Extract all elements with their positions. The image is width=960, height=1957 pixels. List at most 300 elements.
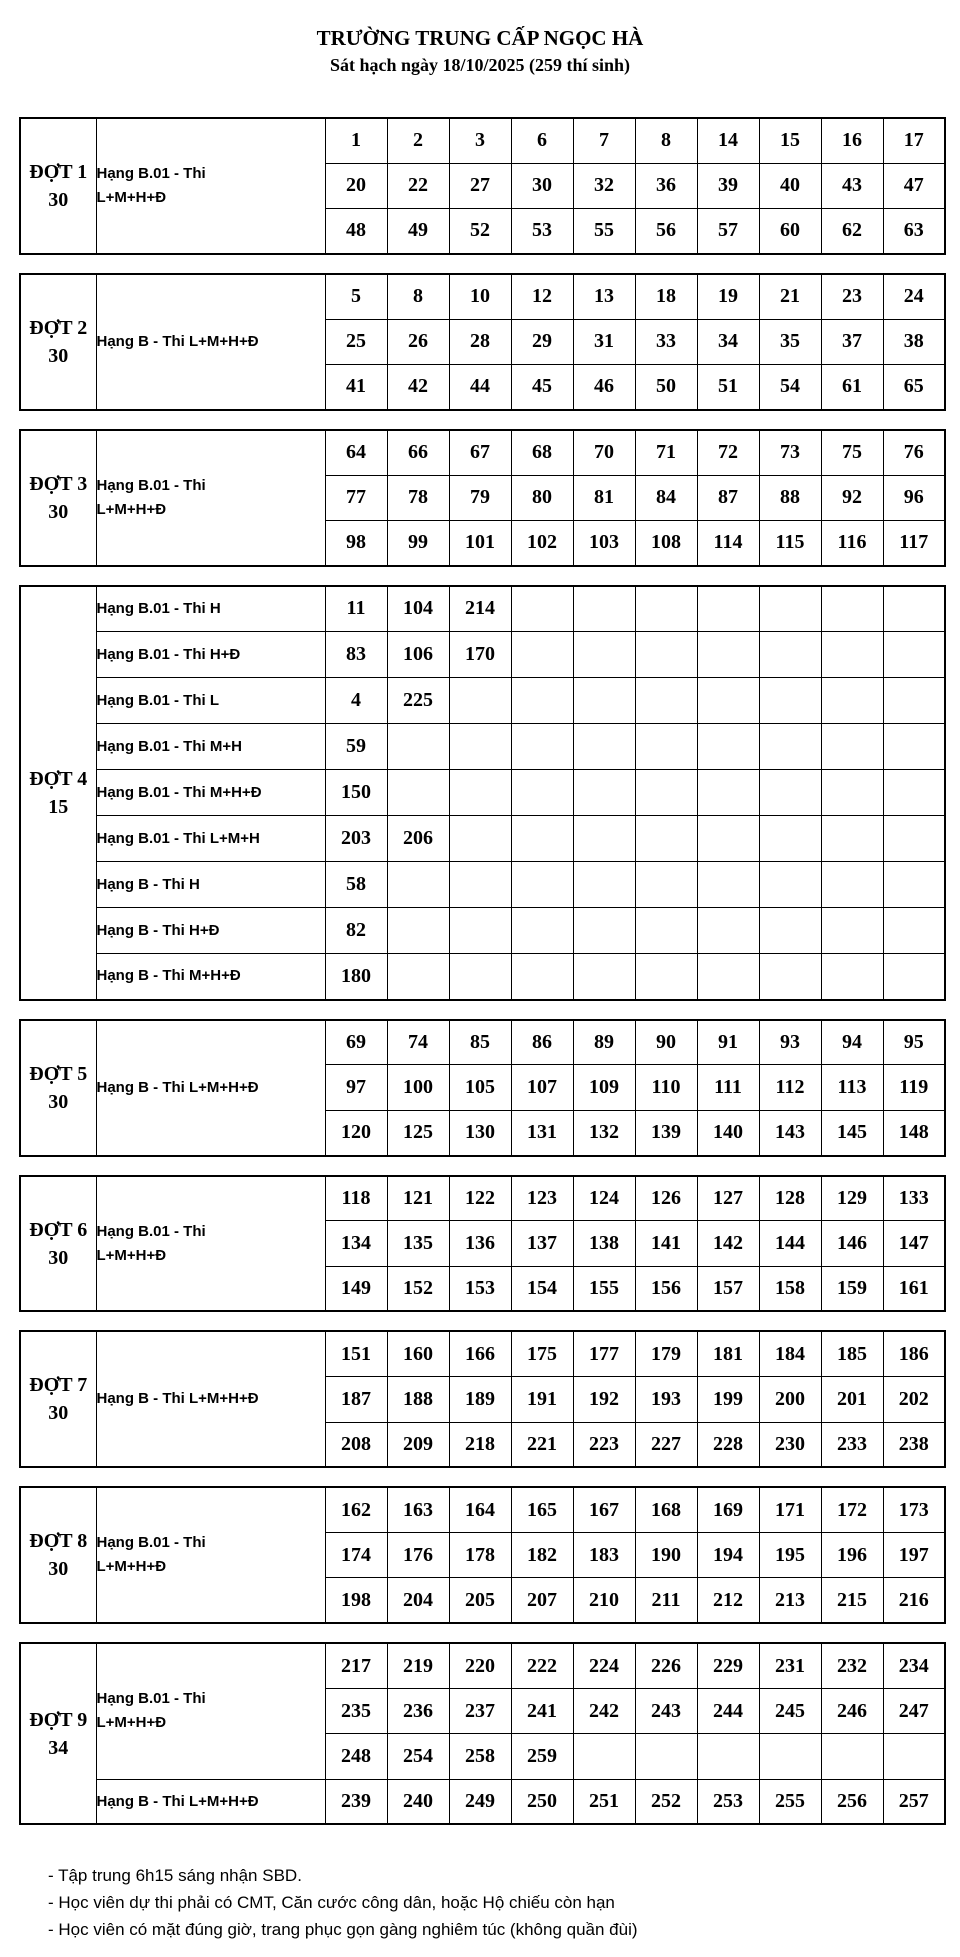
candidate-number: 126 (635, 1176, 697, 1221)
candidate-number (573, 724, 635, 770)
batch-cell (20, 118, 96, 254)
candidate-number (511, 908, 573, 954)
candidate-number: 49 (387, 209, 449, 254)
candidate-number: 12 (511, 274, 573, 319)
candidate-number: 228 (697, 1422, 759, 1467)
candidate-number: 140 (697, 1110, 759, 1155)
batch-table (19, 429, 946, 567)
candidate-number (883, 724, 945, 770)
candidate-number: 250 (511, 1779, 573, 1824)
candidate-number: 86 (511, 1020, 573, 1065)
exam-type-label: Hạng B.01 - Thi L+M+H+Đ (96, 1643, 325, 1779)
candidate-number: 122 (449, 1176, 511, 1221)
exam-type-label: Hạng B - Thi L+M+H+Đ (96, 1331, 325, 1467)
candidate-number: 103 (573, 520, 635, 565)
exam-type-label: Hạng B.01 - Thi H+Đ (96, 632, 325, 678)
candidate-number: 158 (759, 1266, 821, 1311)
candidate-number: 225 (387, 678, 449, 724)
exam-type-label: Hạng B.01 - Thi M+H+Đ (96, 770, 325, 816)
table-row (20, 586, 945, 632)
candidate-number: 85 (449, 1020, 511, 1065)
candidate-number: 170 (449, 632, 511, 678)
exam-type-label: Hạng B - Thi L+M+H+Đ (96, 1779, 325, 1824)
candidate-number: 191 (511, 1377, 573, 1422)
candidate-number: 22 (387, 163, 449, 208)
candidate-number: 199 (697, 1377, 759, 1422)
note-line: - Học viên có mặt đúng giờ, trang phục gọn gàng nghiêm túc (không quần đùi) (48, 1920, 638, 1939)
candidate-number: 133 (883, 1176, 945, 1221)
batch-count: 15 (48, 795, 69, 818)
candidate-number: 164 (449, 1487, 511, 1532)
candidate-number: 97 (325, 1065, 387, 1110)
candidate-number: 227 (635, 1422, 697, 1467)
candidate-number (883, 632, 945, 678)
batch-count: 30 (48, 1246, 69, 1269)
candidate-number (573, 908, 635, 954)
candidate-number (821, 678, 883, 724)
exam-type-label: Hạng B.01 - Thi L (96, 678, 325, 724)
candidate-number: 219 (387, 1643, 449, 1688)
candidate-number (511, 770, 573, 816)
batch-table (19, 1486, 946, 1624)
candidate-number: 55 (573, 209, 635, 254)
batch-count: 30 (48, 344, 69, 367)
candidate-number: 44 (449, 364, 511, 409)
batch-cell (20, 274, 96, 410)
candidate-number: 143 (759, 1110, 821, 1155)
table-row (20, 274, 945, 319)
candidate-number: 144 (759, 1221, 821, 1266)
candidate-number: 73 (759, 430, 821, 475)
candidate-number: 69 (325, 1020, 387, 1065)
candidate-number: 14 (697, 118, 759, 163)
candidate-number: 238 (883, 1422, 945, 1467)
candidate-number: 248 (325, 1734, 387, 1779)
candidate-number: 1 (325, 118, 387, 163)
candidate-number: 128 (759, 1176, 821, 1221)
batch-name: ĐỢT 3 (29, 472, 88, 495)
candidate-number: 18 (635, 274, 697, 319)
candidate-number: 94 (821, 1020, 883, 1065)
candidate-number: 233 (821, 1422, 883, 1467)
candidate-number: 168 (635, 1487, 697, 1532)
candidate-number: 54 (759, 364, 821, 409)
candidate-number (697, 770, 759, 816)
candidate-number: 13 (573, 274, 635, 319)
candidate-number: 15 (759, 118, 821, 163)
candidate-number: 177 (573, 1331, 635, 1376)
candidate-number (635, 862, 697, 908)
candidate-number: 224 (573, 1643, 635, 1688)
candidate-number: 194 (697, 1533, 759, 1578)
candidate-number: 59 (325, 724, 387, 770)
candidate-number (511, 816, 573, 862)
candidate-number: 67 (449, 430, 511, 475)
candidate-number: 215 (821, 1578, 883, 1623)
candidate-number: 10 (449, 274, 511, 319)
candidate-number: 106 (387, 632, 449, 678)
candidate-number: 171 (759, 1487, 821, 1532)
exam-type-label: Hạng B.01 - Thi L+M+H+Đ (96, 1176, 325, 1312)
candidate-number: 29 (511, 319, 573, 364)
candidate-number: 240 (387, 1779, 449, 1824)
candidate-number: 7 (573, 118, 635, 163)
candidate-number: 16 (821, 118, 883, 163)
candidate-number (759, 862, 821, 908)
candidate-number: 109 (573, 1065, 635, 1110)
candidate-number: 79 (449, 475, 511, 520)
candidate-number: 252 (635, 1779, 697, 1824)
candidate-number (759, 1734, 821, 1779)
candidate-number: 113 (821, 1065, 883, 1110)
table-row (20, 118, 945, 163)
candidate-number: 6 (511, 118, 573, 163)
candidate-number: 100 (387, 1065, 449, 1110)
candidate-number: 90 (635, 1020, 697, 1065)
batch-cell (20, 1643, 96, 1824)
table-row (20, 908, 945, 954)
candidate-number: 70 (573, 430, 635, 475)
exam-type-label: Hạng B - Thi L+M+H+Đ (96, 1020, 325, 1156)
candidate-number: 172 (821, 1487, 883, 1532)
candidate-number: 99 (387, 520, 449, 565)
candidate-number: 169 (697, 1487, 759, 1532)
candidate-number (449, 954, 511, 1000)
candidate-number: 157 (697, 1266, 759, 1311)
candidate-number: 88 (759, 475, 821, 520)
candidate-number: 237 (449, 1689, 511, 1734)
candidate-number (511, 678, 573, 724)
candidate-number: 117 (883, 520, 945, 565)
candidate-number (759, 724, 821, 770)
notes (48, 1862, 638, 1943)
candidate-number: 212 (697, 1578, 759, 1623)
candidate-number (821, 724, 883, 770)
batch-name: ĐỢT 9 (29, 1708, 88, 1731)
candidate-number (697, 908, 759, 954)
candidate-number: 3 (449, 118, 511, 163)
candidate-number (511, 954, 573, 1000)
candidate-number: 165 (511, 1487, 573, 1532)
candidate-number: 150 (325, 770, 387, 816)
candidate-number: 83 (325, 632, 387, 678)
batch-name: ĐỢT 7 (29, 1374, 88, 1397)
candidate-number (697, 816, 759, 862)
candidate-number: 45 (511, 364, 573, 409)
candidate-number (511, 586, 573, 632)
candidate-number (759, 816, 821, 862)
candidate-number: 211 (635, 1578, 697, 1623)
candidate-number: 146 (821, 1221, 883, 1266)
candidate-number: 75 (821, 430, 883, 475)
candidate-number (821, 908, 883, 954)
candidate-number: 57 (697, 209, 759, 254)
candidate-number (883, 862, 945, 908)
batch-table (19, 1175, 946, 1313)
candidate-number: 221 (511, 1422, 573, 1467)
candidate-number: 129 (821, 1176, 883, 1221)
candidate-number (635, 816, 697, 862)
exam-type-label: Hạng B.01 - Thi L+M+H+Đ (96, 118, 325, 254)
candidate-number: 136 (449, 1221, 511, 1266)
exam-type-label: Hạng B.01 - Thi L+M+H+Đ (96, 430, 325, 566)
candidate-number: 65 (883, 364, 945, 409)
candidate-number: 123 (511, 1176, 573, 1221)
candidate-number: 81 (573, 475, 635, 520)
candidate-number: 236 (387, 1689, 449, 1734)
candidate-number (387, 908, 449, 954)
candidate-number: 98 (325, 520, 387, 565)
candidate-number: 187 (325, 1377, 387, 1422)
candidate-number: 202 (883, 1377, 945, 1422)
candidate-number: 41 (325, 364, 387, 409)
exam-type-label: Hạng B - Thi M+H+Đ (96, 954, 325, 1000)
candidate-number (449, 678, 511, 724)
candidate-number (387, 954, 449, 1000)
candidate-number (573, 1734, 635, 1779)
candidate-number: 40 (759, 163, 821, 208)
candidate-number (883, 816, 945, 862)
candidate-number (635, 908, 697, 954)
candidate-number: 217 (325, 1643, 387, 1688)
table-row (20, 430, 945, 475)
candidate-number: 156 (635, 1266, 697, 1311)
candidate-number: 189 (449, 1377, 511, 1422)
candidate-number: 160 (387, 1331, 449, 1376)
candidate-number: 216 (883, 1578, 945, 1623)
candidate-number (635, 1734, 697, 1779)
candidate-number: 36 (635, 163, 697, 208)
batch-table (19, 117, 946, 255)
candidate-number: 104 (387, 586, 449, 632)
table-row (20, 1779, 945, 1824)
candidate-number (821, 816, 883, 862)
batch-cell (20, 1331, 96, 1467)
candidate-number: 251 (573, 1779, 635, 1824)
candidate-number: 130 (449, 1110, 511, 1155)
candidate-number: 66 (387, 430, 449, 475)
candidate-number: 26 (387, 319, 449, 364)
batch-name: ĐỢT 1 (29, 160, 88, 183)
candidate-number: 35 (759, 319, 821, 364)
candidate-number (635, 954, 697, 1000)
candidate-number (883, 678, 945, 724)
candidate-number (821, 1734, 883, 1779)
candidate-number: 231 (759, 1643, 821, 1688)
candidate-number: 76 (883, 430, 945, 475)
candidate-number: 152 (387, 1266, 449, 1311)
candidate-number: 257 (883, 1779, 945, 1824)
candidate-number: 30 (511, 163, 573, 208)
candidate-number: 93 (759, 1020, 821, 1065)
table-row (20, 816, 945, 862)
candidate-number (759, 770, 821, 816)
candidate-number: 162 (325, 1487, 387, 1532)
candidate-number: 230 (759, 1422, 821, 1467)
candidate-number: 82 (325, 908, 387, 954)
candidate-number (759, 954, 821, 1000)
candidate-number: 135 (387, 1221, 449, 1266)
candidate-number: 141 (635, 1221, 697, 1266)
candidate-number: 107 (511, 1065, 573, 1110)
candidate-number (821, 632, 883, 678)
candidate-number: 121 (387, 1176, 449, 1221)
candidate-number: 254 (387, 1734, 449, 1779)
candidate-number (697, 586, 759, 632)
candidate-number: 33 (635, 319, 697, 364)
candidate-number: 258 (449, 1734, 511, 1779)
candidate-number (759, 632, 821, 678)
candidate-number: 5 (325, 274, 387, 319)
batch-table (19, 585, 946, 1001)
candidate-number (387, 770, 449, 816)
candidate-number: 186 (883, 1331, 945, 1376)
candidate-number: 115 (759, 520, 821, 565)
candidate-number: 163 (387, 1487, 449, 1532)
batch-cell (20, 1487, 96, 1623)
batch-table (19, 1642, 946, 1825)
candidate-number: 95 (883, 1020, 945, 1065)
candidate-number (449, 724, 511, 770)
candidate-number: 87 (697, 475, 759, 520)
candidate-number: 197 (883, 1533, 945, 1578)
candidate-number (511, 632, 573, 678)
batch-count: 34 (48, 1736, 69, 1759)
candidate-number: 134 (325, 1221, 387, 1266)
candidate-number: 8 (635, 118, 697, 163)
batch-table (19, 273, 946, 411)
candidate-number (821, 770, 883, 816)
candidate-number (387, 862, 449, 908)
batch-cell (20, 586, 96, 1000)
candidate-number: 37 (821, 319, 883, 364)
candidate-number (573, 586, 635, 632)
candidate-number (697, 632, 759, 678)
batch-name: ĐỢT 4 (29, 767, 88, 790)
candidate-number: 166 (449, 1331, 511, 1376)
candidate-number: 111 (697, 1065, 759, 1110)
candidate-number: 147 (883, 1221, 945, 1266)
candidate-number: 139 (635, 1110, 697, 1155)
exam-type-label: Hạng B.01 - Thi L+M+H (96, 816, 325, 862)
candidate-number (635, 586, 697, 632)
candidate-number: 259 (511, 1734, 573, 1779)
candidate-number: 105 (449, 1065, 511, 1110)
candidate-number: 245 (759, 1689, 821, 1734)
candidate-number: 175 (511, 1331, 573, 1376)
exam-type-label: Hạng B - Thi H (96, 862, 325, 908)
candidate-number: 127 (697, 1176, 759, 1221)
candidate-number (759, 586, 821, 632)
candidate-number: 120 (325, 1110, 387, 1155)
candidate-number: 151 (325, 1331, 387, 1376)
candidate-number (573, 632, 635, 678)
candidate-number: 195 (759, 1533, 821, 1578)
candidate-number: 110 (635, 1065, 697, 1110)
note-line: - Tập trung 6h15 sáng nhận SBD. (48, 1866, 302, 1885)
candidate-number: 188 (387, 1377, 449, 1422)
candidate-number: 173 (883, 1487, 945, 1532)
candidate-number: 8 (387, 274, 449, 319)
candidate-number: 256 (821, 1779, 883, 1824)
candidate-number: 74 (387, 1020, 449, 1065)
candidate-number: 64 (325, 430, 387, 475)
candidate-number: 60 (759, 209, 821, 254)
candidate-number: 207 (511, 1578, 573, 1623)
candidate-number (573, 678, 635, 724)
table-row (20, 770, 945, 816)
table-row (20, 1331, 945, 1376)
candidate-number: 184 (759, 1331, 821, 1376)
candidate-number: 101 (449, 520, 511, 565)
candidate-number: 125 (387, 1110, 449, 1155)
candidate-number: 190 (635, 1533, 697, 1578)
candidate-number: 246 (821, 1689, 883, 1734)
candidate-number (759, 678, 821, 724)
candidate-number: 244 (697, 1689, 759, 1734)
candidate-number (573, 862, 635, 908)
page-title: TRƯỜNG TRUNG CẤP NGỌC HÀ (316, 26, 644, 50)
batch-count: 30 (48, 188, 69, 211)
candidate-number: 34 (697, 319, 759, 364)
candidate-number (883, 1734, 945, 1779)
candidate-number: 209 (387, 1422, 449, 1467)
candidate-number: 84 (635, 475, 697, 520)
candidate-number: 161 (883, 1266, 945, 1311)
table-row (20, 1176, 945, 1221)
candidate-number: 232 (821, 1643, 883, 1688)
batch-table (19, 1330, 946, 1468)
candidate-number: 46 (573, 364, 635, 409)
candidate-number: 208 (325, 1422, 387, 1467)
batch-cell (20, 1176, 96, 1312)
candidate-number: 108 (635, 520, 697, 565)
batch-cell (20, 430, 96, 566)
candidate-number: 185 (821, 1331, 883, 1376)
exam-type-label: Hạng B.01 - Thi H (96, 586, 325, 632)
candidate-number (635, 632, 697, 678)
candidate-number: 203 (325, 816, 387, 862)
candidate-number: 138 (573, 1221, 635, 1266)
candidate-number: 23 (821, 274, 883, 319)
candidate-number (387, 724, 449, 770)
candidate-number (697, 678, 759, 724)
candidate-number: 142 (697, 1221, 759, 1266)
exam-type-label: Hạng B - Thi H+Đ (96, 908, 325, 954)
candidate-number: 62 (821, 209, 883, 254)
candidate-number: 176 (387, 1533, 449, 1578)
candidate-number: 154 (511, 1266, 573, 1311)
candidate-number: 119 (883, 1065, 945, 1110)
candidate-number (821, 586, 883, 632)
candidate-number: 38 (883, 319, 945, 364)
candidate-number: 218 (449, 1422, 511, 1467)
candidate-number: 213 (759, 1578, 821, 1623)
candidate-number: 193 (635, 1377, 697, 1422)
candidate-number: 24 (883, 274, 945, 319)
candidate-number: 192 (573, 1377, 635, 1422)
batch-cell (20, 1020, 96, 1156)
exam-type-label: Hạng B.01 - Thi M+H (96, 724, 325, 770)
candidate-number (635, 678, 697, 724)
table-row (20, 632, 945, 678)
candidate-number (635, 770, 697, 816)
candidate-number (449, 816, 511, 862)
candidate-number: 206 (387, 816, 449, 862)
candidate-number: 226 (635, 1643, 697, 1688)
candidate-number: 148 (883, 1110, 945, 1155)
candidate-number: 91 (697, 1020, 759, 1065)
